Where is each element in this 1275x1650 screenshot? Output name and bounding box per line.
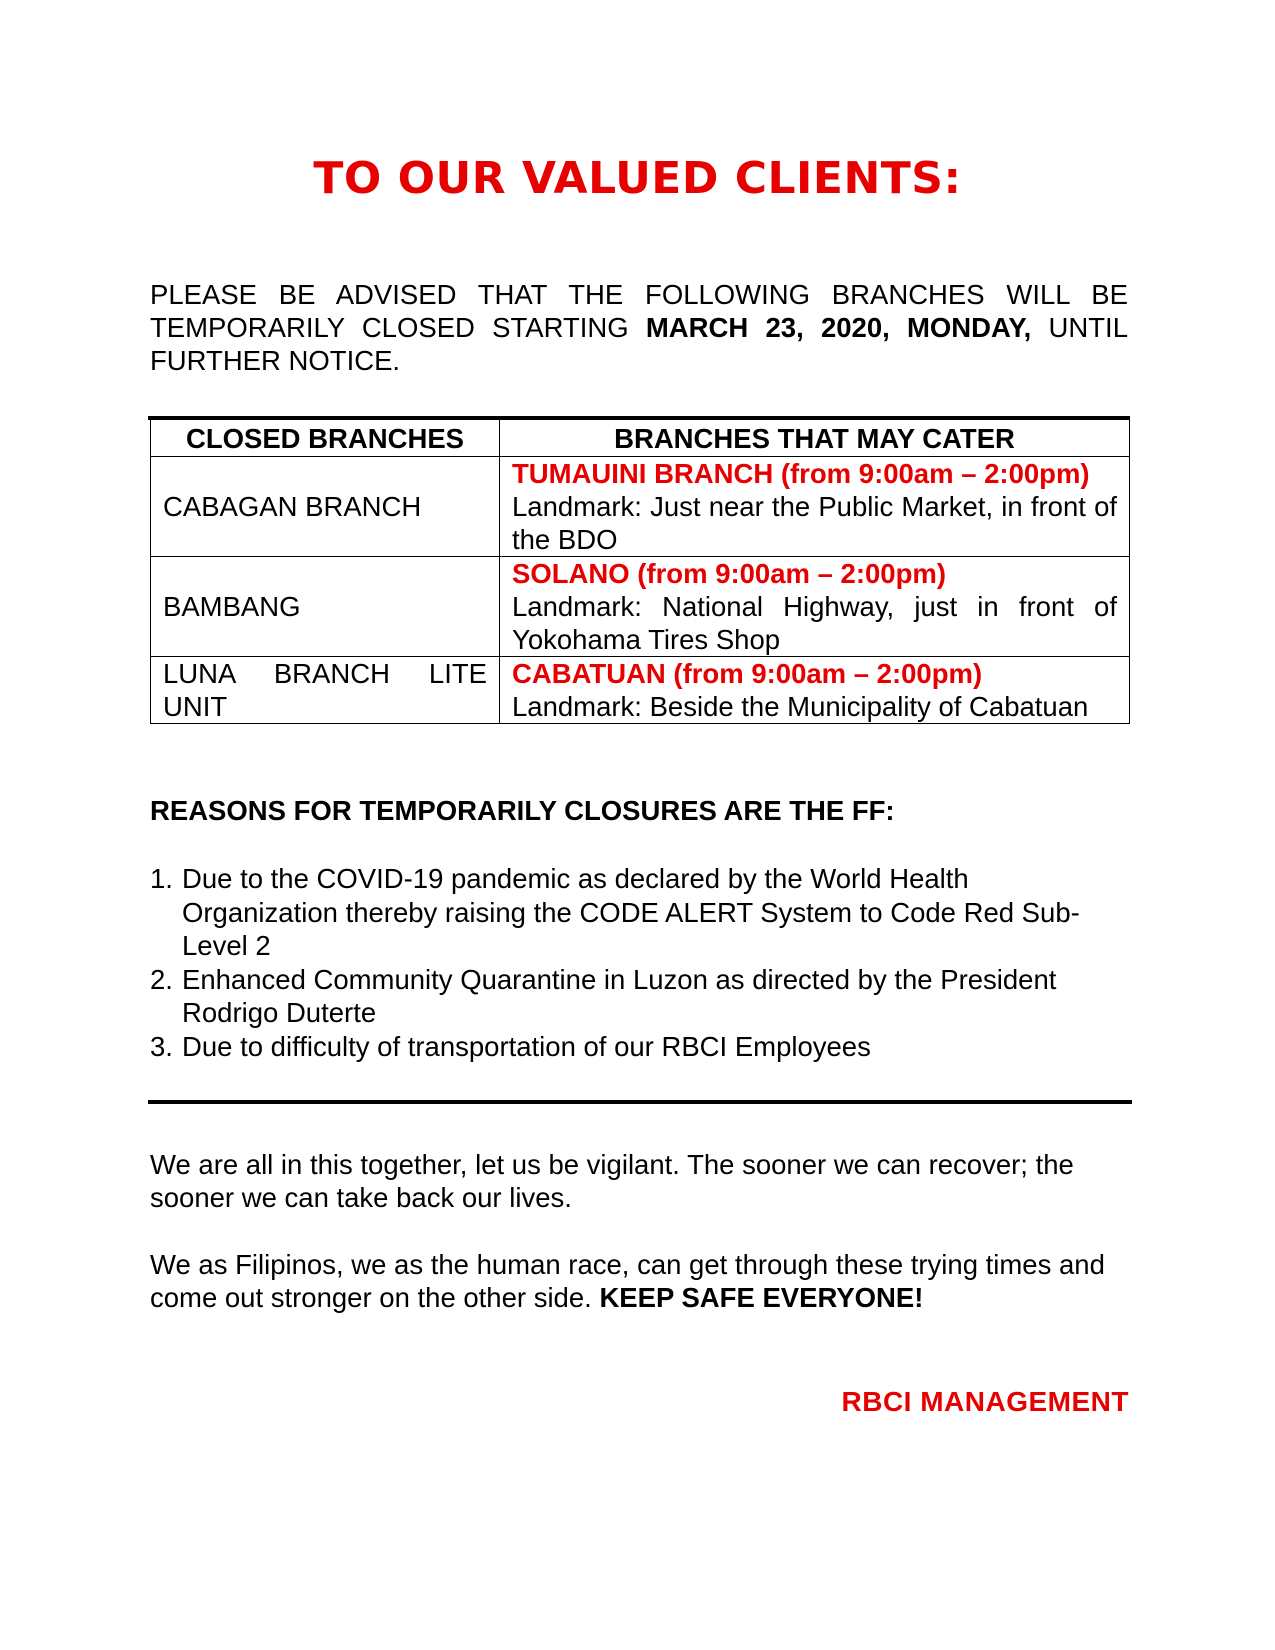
branches-table — [150, 419, 1130, 724]
cater-branch-name: TUMAUINI BRANCH (from 9:00am – 2:00pm) — [512, 458, 1090, 489]
header-closed-branches: CLOSED BRANCHES — [151, 420, 500, 457]
advisory-tail: UNTIL FURTHER NOTICE. — [150, 312, 1128, 376]
page-title: TO OUR VALUED CLIENTS: — [313, 153, 962, 204]
cater-branch-cell — [500, 557, 1130, 657]
closing-paragraph-2 — [150, 1248, 1130, 1314]
header-branches-that-may-cater: BRANCHES THAT MAY CATER — [500, 420, 1130, 457]
signoff: RBCI MANAGEMENT — [841, 1386, 1129, 1417]
list-item-text: Due to the COVID-19 pandemic as declared by the World Health Organization thereby raising the CODE ALERT System to Code Red Sub-Level 2 — [182, 863, 1080, 961]
section-divider — [148, 1100, 1132, 1104]
reasons-list — [150, 862, 1130, 1063]
closed-branch-cell: CABAGAN BRANCH — [151, 457, 500, 557]
list-item-number: 1. — [150, 863, 173, 894]
cater-branch-landmark: Landmark: Just near the Public Market, in front of the BDO — [512, 491, 1117, 555]
table-header-row — [151, 420, 1130, 457]
advisory-lead: PLEASE BE ADVISED THAT THE FOLLOWING BRANCHES WILL BE TEMPORARILY CLOSED STARTING — [150, 279, 1128, 343]
cater-branch-landmark: Landmark: National Highway, just in front of Yokohama Tires Shop — [512, 591, 1117, 655]
closing-paragraph-1: We are all in this together, let us be vigilant. The sooner we can recover; the sooner we can take back our lives. — [150, 1149, 1074, 1213]
list-item-text: Enhanced Community Quarantine in Luzon as directed by the President Rodrigo Duterte — [182, 963, 1057, 1028]
closed-branch-cell: LUNA BRANCH LITE UNIT — [151, 657, 500, 724]
table-row — [151, 557, 1130, 657]
list-item-number: 3. — [150, 1030, 173, 1062]
closing-paragraph-2-text: We as Filipinos, we as the human race, can get through these trying times and come out stronger on the other side. — [150, 1249, 1105, 1313]
list-item — [150, 963, 1130, 1030]
table-row — [151, 457, 1130, 557]
cater-branch-name: CABATUAN (from 9:00am – 2:00pm) — [512, 658, 983, 689]
list-item-text: Due to difficulty of transportation of our RBCI Employees — [182, 1030, 871, 1062]
cater-branch-cell — [500, 457, 1130, 557]
list-item — [150, 1030, 1130, 1064]
reasons-heading: REASONS FOR TEMPORARILY CLOSURES ARE THE FF: — [150, 795, 895, 826]
advisory-paragraph — [150, 278, 1128, 377]
table-row — [151, 657, 1130, 724]
list-item — [150, 862, 1130, 963]
closed-branch-cell: BAMBANG — [151, 557, 500, 657]
cater-branch-name: SOLANO (from 9:00am – 2:00pm) — [512, 558, 946, 589]
list-item-number: 2. — [150, 963, 173, 995]
keep-safe-text: KEEP SAFE EVERYONE! — [599, 1282, 924, 1313]
closure-date: MARCH 23, 2020, MONDAY, — [645, 312, 1032, 343]
cater-branch-landmark: Landmark: Beside the Municipality of Cabatuan — [512, 691, 1089, 722]
cater-branch-cell — [500, 657, 1130, 724]
